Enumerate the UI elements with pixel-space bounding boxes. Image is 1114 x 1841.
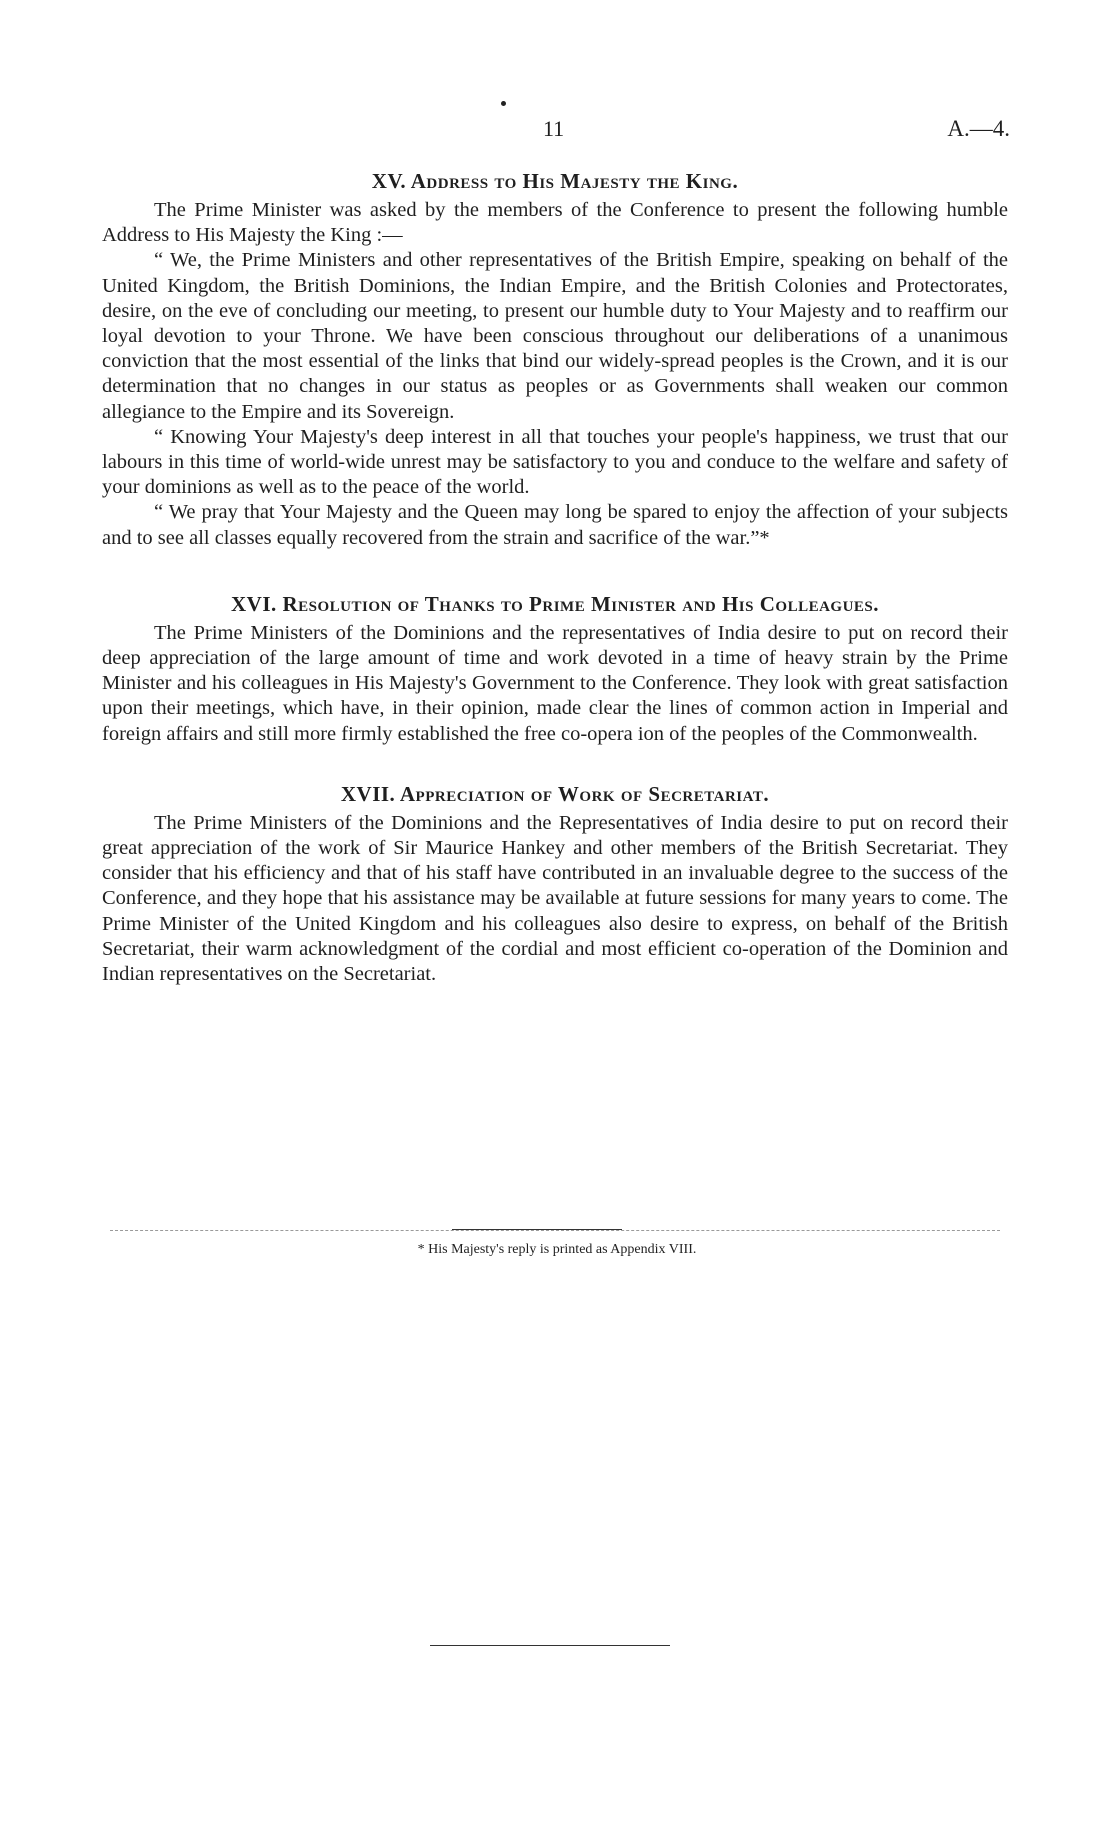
footnote-divider [110, 1230, 1000, 1231]
document-reference: A.—4. [947, 116, 1010, 141]
section-spacer [102, 551, 1008, 591]
paragraph: The Prime Ministers of the Dominions and the representatives of India desire to put on record their deep appreciation of the large amount of time and work devoted in a time of heavy strain by the Prime Minister and his colleagues in His Majesty's Government to the Conference. They look with great satisfaction upon their meetings, which have, in their opinion, made clear the lines of common action in Imperial and foreign affairs and still more firmly established the free co-opera ion of the peoples of the Commonwealth. [102, 621, 1008, 745]
paragraph: The Prime Minister was asked by the members of the Conference to present the following humble Address to His Majesty the King :— [102, 199, 1008, 247]
body-text [102, 168, 1008, 987]
paragraph: “ We, the Prime Ministers and other representatives of the British Empire, speaking on behalf of the United Kingdom, the British Dominions, the Indian Empire, and the British Colonies and Protectorates, desire, on the eve of concluding our meeting, to present our humble duty to Your Majesty and to reaffirm our loyal devotion to your Throne. We have been conscious throughout our deliberations of a unanimous conviction that the most essential of the links that bind our widely-spread peoples is the Crown, and it is our determination that no changes in our status as peoples or as Governments shall weaken our common allegiance to the Empire and its Sovereign. [102, 249, 1008, 423]
print-speck [501, 101, 506, 106]
section-heading: XVII. Appreciation of Work of Secretariat. [340, 781, 770, 806]
footnote-divider-accent [452, 1229, 622, 1230]
section-heading: XV. Address to His Majesty the King. [371, 169, 739, 193]
section-xvi [102, 591, 1008, 747]
paragraph: The Prime Ministers of the Dominions and the Representatives of India desire to put on record their great appreciation of the work of Sir Maurice Hankey and other members of the British Secretariat. They consider that his efficiency and that of his staff have contributed in an invaluable degree to the success of the Conference, and they hope that his assistance may be available at future sessions for many years to come. The Prime Minister of the United Kingdom and his colleagues also desire to express, on behalf of the British Secretariat, their warm acknowledgment of the cordial and most efficient co-operation of the Dominion and Indian representatives on the Secretariat. [102, 811, 1008, 986]
section-xv [102, 168, 1008, 551]
end-of-page-rule [430, 1645, 670, 1646]
page-number: 11 [543, 116, 565, 141]
section-xvii [102, 781, 1008, 987]
paragraph: “ We pray that Your Majesty and the Queen may long be spared to enjoy the affection of your subjects and to see all classes equally recovered from the strain and sacrifice of the war.”* [102, 501, 1008, 549]
running-header [0, 116, 1114, 146]
section-spacer [102, 747, 1008, 781]
footnote: * His Majesty's reply is printed as Appendix VIII. [417, 1242, 697, 1257]
paragraph: “ Knowing Your Majesty's deep interest in all that touches your people's happiness, we trust that our labours in this time of world-wide unrest may be satisfactory to you and conduce to the welfare and safety of your dominions as well as to the peace of the world. [102, 425, 1008, 499]
section-heading: XVI. Resolution of Thanks to Prime Minister and His Colleagues. [230, 591, 880, 616]
